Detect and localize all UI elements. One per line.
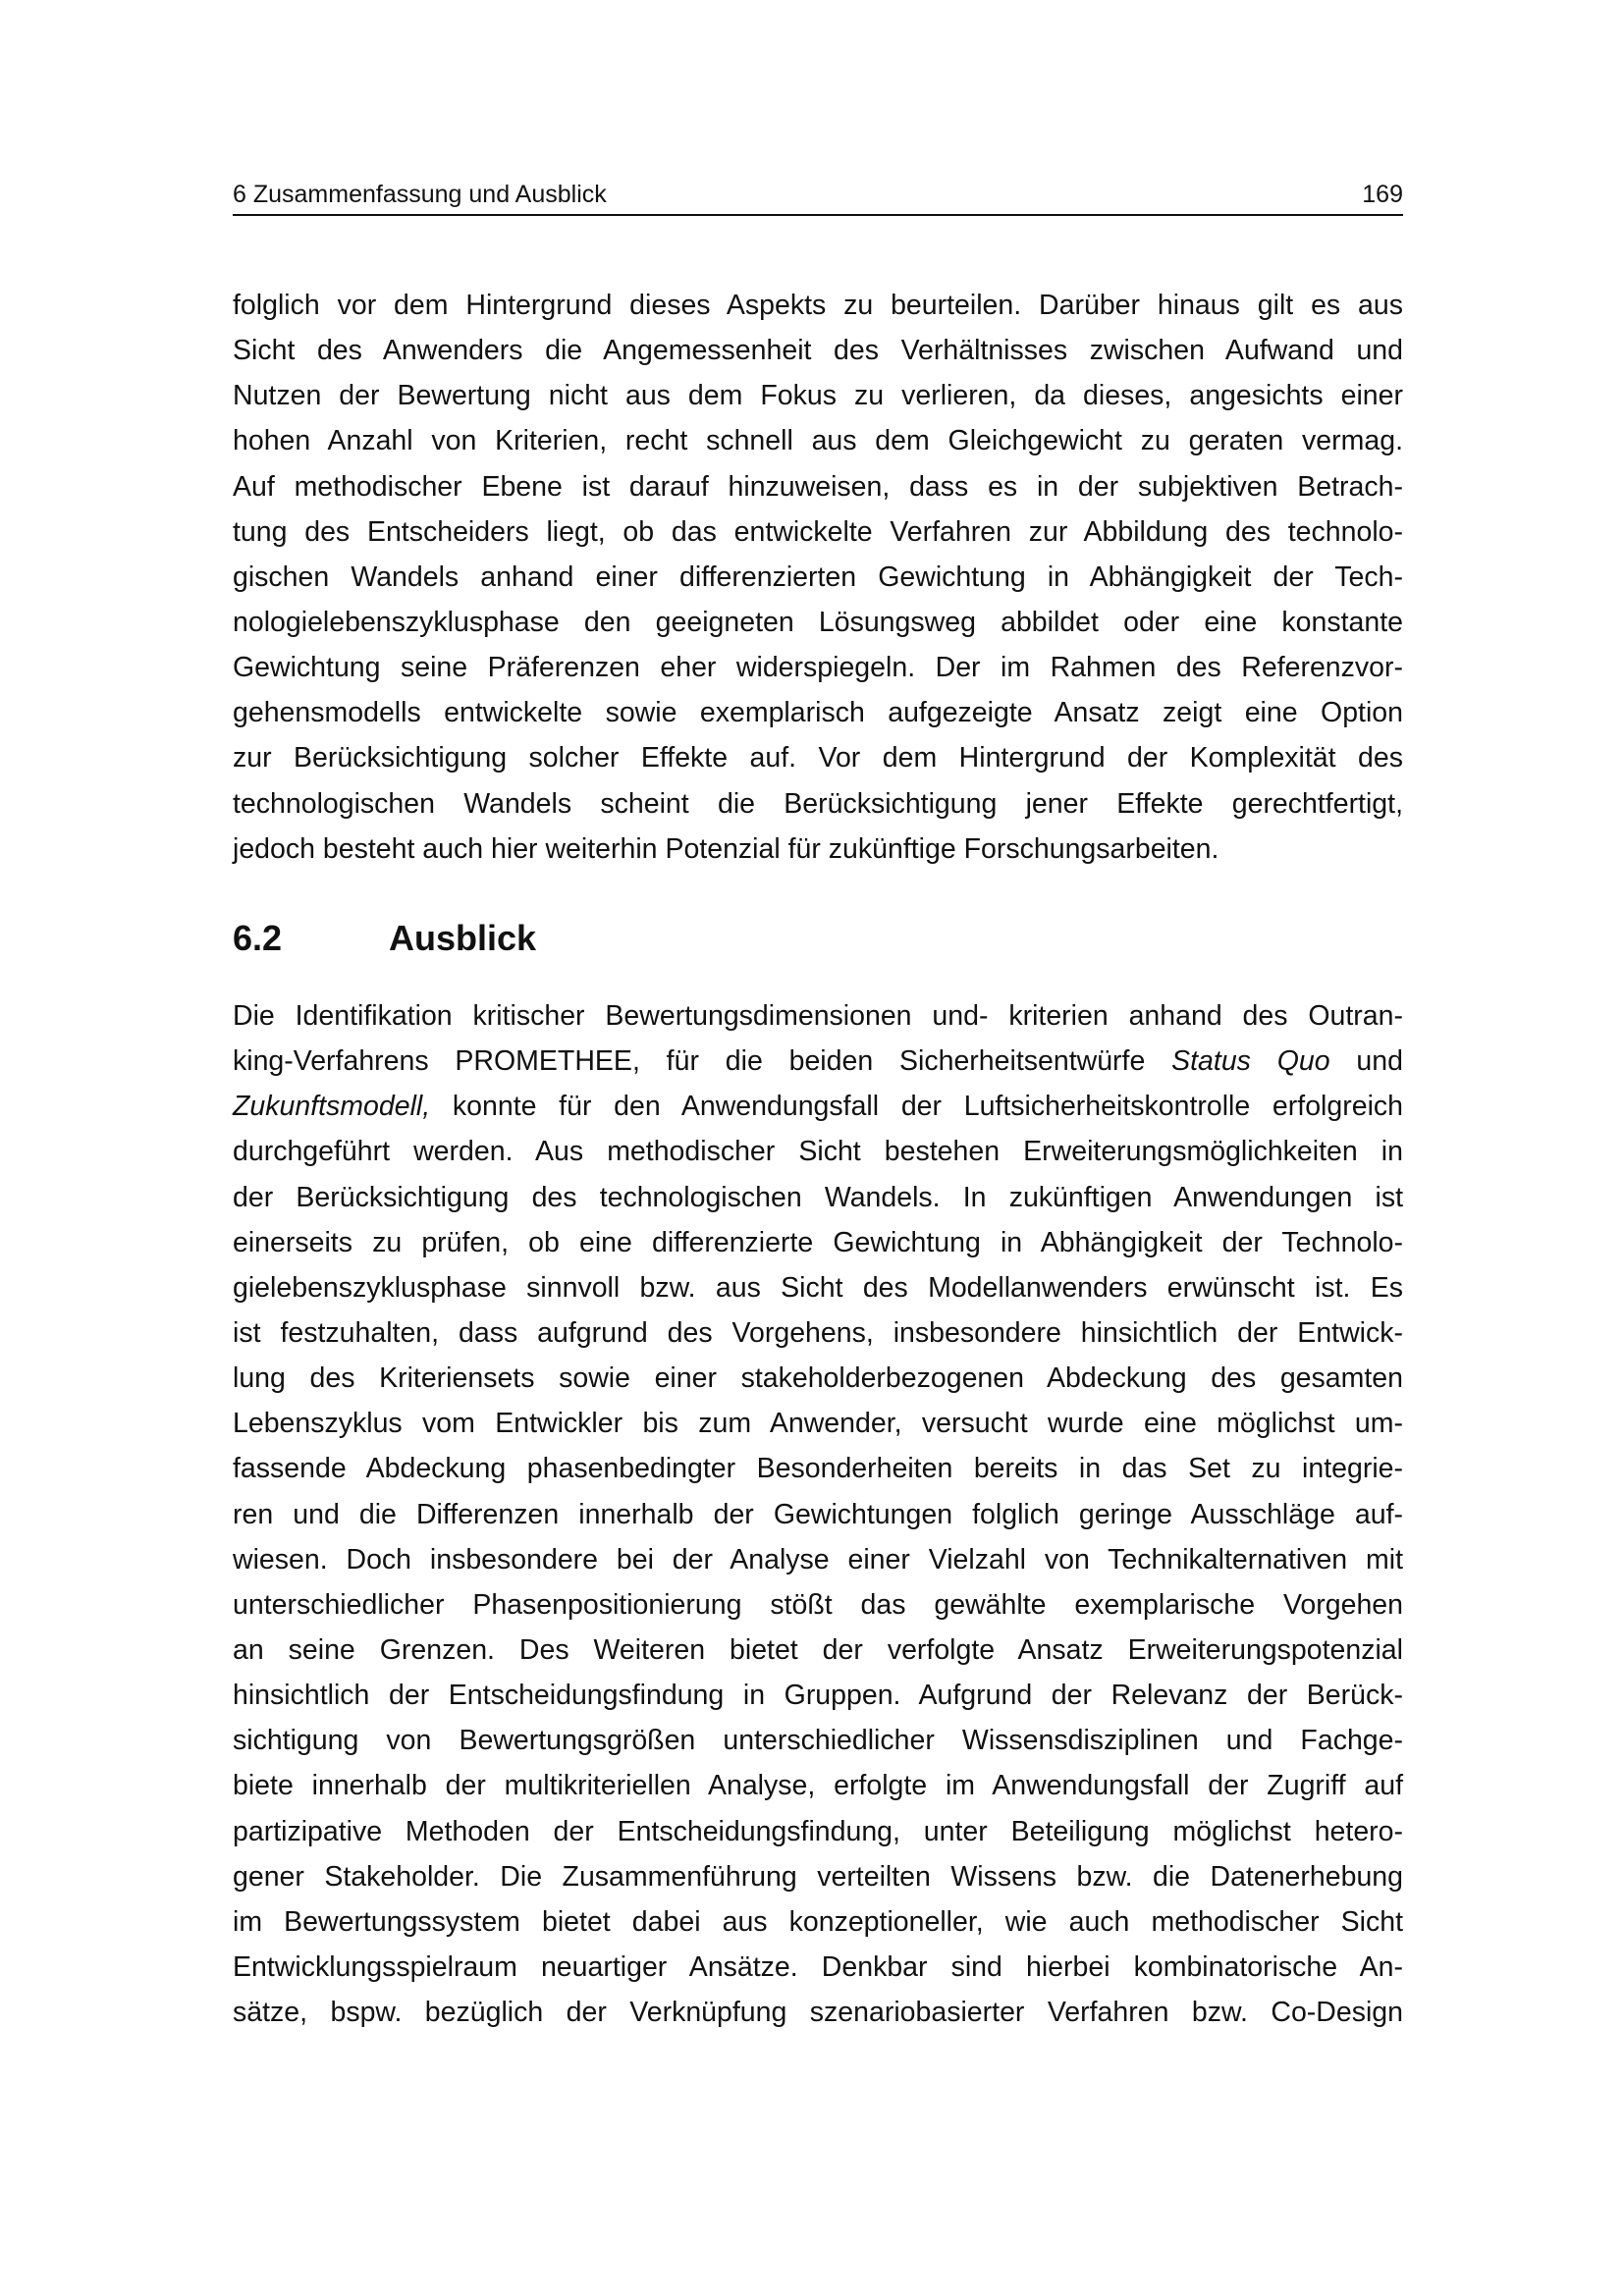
text-line: partizipative Methoden der Entscheidungsfindung, unter Beteiligung möglichst hetero- xyxy=(233,1815,1403,1847)
text-line: einerseits zu prüfen, ob eine differenzierte Gewichtung in Abhängigkeit der Technolo- xyxy=(233,1226,1403,1258)
text-line: technologischen Wandels scheint die Berücksichtigung jener Effekte gerechtfertigt, xyxy=(233,787,1403,820)
text-line: zur Berücksichtigung solcher Effekte auf. Vor dem Hintergrund der Komplexität des xyxy=(233,742,1403,774)
page-number: 169 xyxy=(1362,181,1403,208)
text-line: folglich vor dem Hintergrund dieses Aspekts zu beurteilen. Darüber hinaus gilt es aus xyxy=(233,290,1403,321)
chapter-title: 6 Zusammenfassung und Ausblick xyxy=(233,181,607,208)
text-line xyxy=(233,1084,1403,1129)
text-line: fassende Abdeckung phasenbedingter Besonderheiten bereits in das Set zu integrie- xyxy=(233,1453,1403,1485)
text-line: hinsichtlich der Entscheidungsfindung in Gruppen. Aufgrund der Relevanz der Berück- xyxy=(233,1680,1403,1712)
text-line: tung des Entscheiders liegt, ob das entwickelte Verfahren zur Abbildung des technolo- xyxy=(233,515,1403,548)
text-line xyxy=(233,1039,1403,1084)
text-line: nologielebenszyklusphase den geeigneten Lösungsweg abbildet oder eine konstante xyxy=(233,606,1403,638)
italic-term: Status Quo xyxy=(1171,1045,1330,1078)
text-span: und xyxy=(1329,1045,1403,1078)
text-line: Sicht des Anwenders die Angemessenheit des Verhältnisses zwischen Aufwand und xyxy=(233,335,1403,367)
paragraph-summary xyxy=(233,283,1403,872)
italic-term: Zukunftsmodell, xyxy=(233,1091,431,1123)
paragraph-outlook xyxy=(233,993,1403,2035)
text-line: Die Identifikation kritischer Bewertungsdimensionen und- kriterien anhand des Outran- xyxy=(233,1000,1403,1032)
text-span: konnte für den Anwendungsfall der Luftsicherheitskontrolle erfolgreich xyxy=(430,1091,1403,1123)
text-line: im Bewertungssystem bietet dabei aus konzeptioneller, wie auch methodischer Sicht xyxy=(233,1905,1403,1938)
text-line: unterschiedlicher Phasenpositionierung stößt das gewählte exemplarische Vorgehen xyxy=(233,1588,1403,1621)
text-line: ren und die Differenzen innerhalb der Gewichtungen folglich geringe Ausschläge auf- xyxy=(233,1498,1403,1530)
text-line: lung des Kriteriensets sowie einer stakeholderbezogenen Abdeckung des gesamten xyxy=(233,1362,1403,1395)
text-line: ist festzuhalten, dass aufgrund des Vorgehens, insbesondere hinsichtlich der Entwick- xyxy=(233,1316,1403,1349)
text-line: gener Stakeholder. Die Zusammenführung verteilten Wissens bzw. die Datenerhebung xyxy=(233,1860,1403,1893)
text-line: sätze, bspw. bezüglich der Verknüpfung szenariobasierter Verfahren bzw. Co-Design xyxy=(233,1997,1403,2029)
text-line: der Berücksichtigung des technologischen Wandels. In zukünftigen Anwendungen ist xyxy=(233,1181,1403,1213)
text-line: gischen Wandels anhand einer differenzierten Gewichtung in Abhängigkeit der Tech- xyxy=(233,561,1403,593)
text-line: an seine Grenzen. Des Weiteren bietet der verfolgte Ansatz Erweiterungspotenzial xyxy=(233,1633,1403,1666)
text-line: Entwicklungsspielraum neuartiger Ansätze. Denkbar sind hierbei kombinatorische An- xyxy=(233,1950,1403,1983)
text-line: hohen Anzahl von Kriterien, recht schnell aus dem Gleichgewicht zu geraten vermag. xyxy=(233,425,1403,457)
text-line: gielebenszyklusphase sinnvoll bzw. aus Sicht des Modellanwenders erwünscht ist. Es xyxy=(233,1271,1403,1304)
text-line: Auf methodischer Ebene ist darauf hinzuweisen, dass es in der subjektiven Betrach- xyxy=(233,470,1403,503)
text-span: king-Verfahrens PROMETHEE, für die beiden Sicherheitsentwürfe xyxy=(233,1045,1172,1078)
text-line: gehensmodells entwickelte sowie exemplarisch aufgezeigte Ansatz zeigt eine Option xyxy=(233,697,1403,729)
text-line: jedoch besteht auch hier weiterhin Potenzial für zukünftige Forschungsarbeiten. xyxy=(233,832,1219,865)
text-line: wiesen. Doch insbesondere bei der Analyse einer Vielzahl von Technikalternativen mit xyxy=(233,1543,1403,1575)
text-line: Nutzen der Bewertung nicht aus dem Fokus zu verlieren, da dieses, angesichts einer xyxy=(233,380,1403,412)
text-line: Lebenszyklus vom Entwickler bis zum Anwender, versucht wurde eine möglichst um- xyxy=(233,1408,1403,1440)
text-line: durchgeführt werden. Aus methodischer Sicht bestehen Erweiterungsmöglichkeiten in xyxy=(233,1136,1403,1168)
section-title: Ausblick xyxy=(389,918,537,958)
text-line: Gewichtung seine Präferenzen eher widerspiegeln. Der im Rahmen des Referenzvor- xyxy=(233,652,1403,684)
running-header xyxy=(233,177,1403,216)
section-number: 6.2 xyxy=(233,918,283,958)
text-line: sichtigung von Bewertungsgrößen unterschiedlicher Wissensdisziplinen und Fachge- xyxy=(233,1725,1403,1757)
text-line: biete innerhalb der multikriteriellen Analyse, erfolgte im Anwendungsfall der Zugriff auf xyxy=(233,1770,1403,1802)
